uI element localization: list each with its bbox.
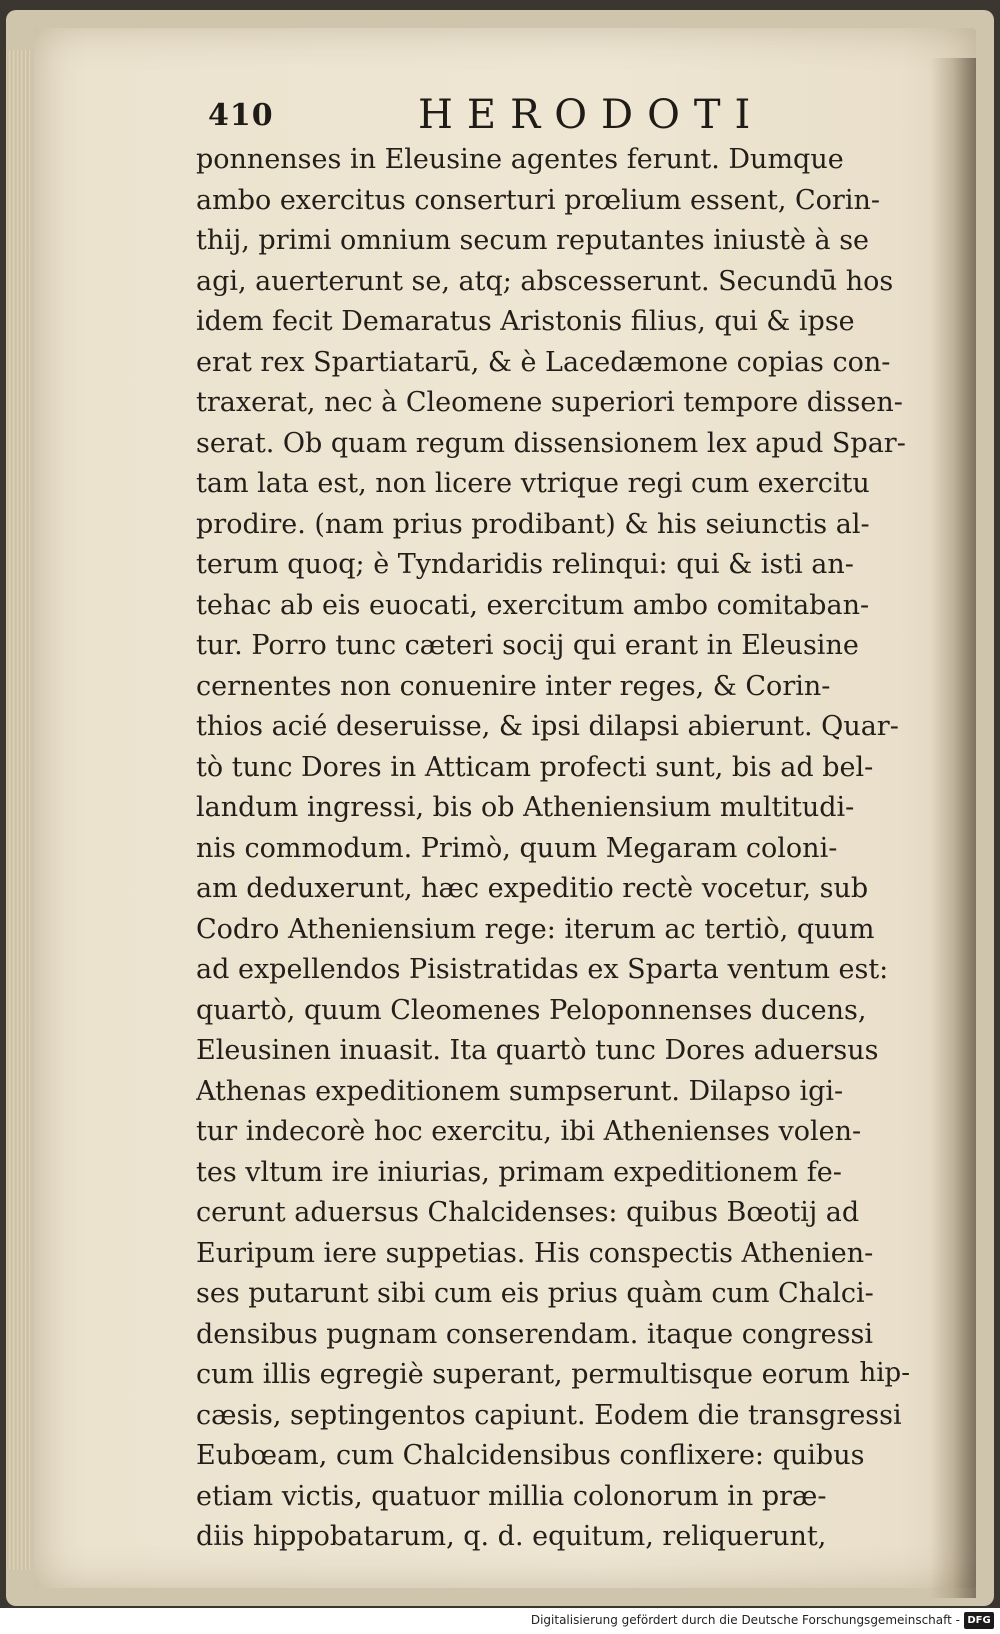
text-line: serat. Ob quam regum dissensionem lex apud Spar-	[196, 427, 906, 459]
text-line: idem fecit Demaratus Aristonis filius, qui & ipse	[196, 306, 855, 337]
text-line: cerunt aduersus Chalcidenses: quibus Bœotij ad	[196, 1197, 860, 1228]
text-line: Euripum iere suppetias. His conspectis Athenien-	[196, 1237, 874, 1269]
text-line: quartò, quum Cleomenes Peloponnenses ducens,	[196, 994, 867, 1026]
text-line: etiam victis, quatuor millia colonorum in præ-	[196, 1480, 827, 1512]
text-line: ses putarunt sibi cum eis prius quàm cum Chalci-	[196, 1278, 874, 1309]
text-line: diis hippobatarum, q. d. equitum, reliquerunt,	[196, 1521, 827, 1552]
text-line: terum quoq; è Tyndaridis relinqui: qui & isti an-	[196, 549, 854, 580]
text-line: Eubœam, cum Chalcidensibus conflixere: quibus	[196, 1440, 865, 1471]
page-header	[208, 92, 908, 136]
text-line: cernentes non conuenire inter reges, & Corin-	[196, 670, 831, 702]
text-line: Eleusinen inuasit. Ita quartò tunc Dores aduersus	[196, 1035, 879, 1066]
text-line: cum illis egregiè superant, permultisque eorum	[196, 1359, 850, 1390]
text-line: traxerat, nec à Cleomene superiori tempore dissen-	[196, 387, 903, 418]
text-line: tur. Porro tunc cæteri socij qui erant in Eleusine	[196, 630, 859, 661]
page-number: 410	[208, 98, 274, 133]
text-line: ambo exercitus conserturi prœlium essent, Corin-	[196, 184, 880, 216]
text-line: agi, auerterunt se, atq; abscesserunt. Secundū hos	[196, 265, 894, 297]
gutter-shadow	[930, 58, 976, 1598]
text-line: Codro Atheniensium rege: iterum ac tertiò, quum	[196, 913, 875, 945]
text-line: tam lata est, non licere vtrique regi cum exercitu	[196, 468, 870, 499]
text-line: tur indecorè hoc exercitu, ibi Athenienses volen-	[196, 1116, 862, 1147]
text-line: erat rex Spartiatarū, & è Lacedæmone copias con-	[196, 346, 891, 378]
body-text	[196, 140, 906, 1558]
footer-credit: Digitalisierung gefördert durch die Deutsche Forschungsgemeinschaft -	[530, 1613, 960, 1627]
text-line: ponnenses in Eleusine agentes ferunt. Dumque	[196, 144, 844, 175]
text-line: densibus pugnam conserendam. itaque congressi	[196, 1318, 874, 1350]
text-line: ad expellendos Pisistratidas ex Sparta ventum est:	[196, 954, 889, 985]
running-head: HERODOTI	[418, 92, 765, 138]
text-line: prodire. (nam prius prodibant) & his seiunctis al-	[196, 508, 870, 540]
text-line: thios acié deseruisse, & ipsi dilapsi abierunt. Quar-	[196, 711, 899, 742]
page-edges	[6, 50, 30, 1570]
footer-bar	[0, 1608, 1000, 1634]
text-line: thij, primi omnium secum reputantes iniustè à se	[196, 225, 870, 256]
dfg-logo: DFG	[964, 1612, 994, 1629]
text-line: landum ingressi, bis ob Atheniensium multitudi-	[196, 792, 855, 823]
text-line: cæsis, septingentos capiunt. Eodem die transgressi	[196, 1399, 902, 1431]
text-line: Athenas expeditionem sumpserunt. Dilapso igi-	[196, 1075, 844, 1107]
text-line: am deduxerunt, hæc expeditio rectè vocetur, sub	[196, 873, 869, 904]
text-line: tò tunc Dores in Atticam profecti sunt, bis ad bel-	[196, 751, 874, 783]
text-line: nis commodum. Primò, quum Megaram coloni-	[196, 832, 838, 864]
text-line: tehac ab eis euocati, exercitum ambo comitaban-	[196, 589, 870, 621]
catchword: hip-	[859, 1358, 910, 1388]
text-line: tes vltum ire iniurias, primam expeditionem fe-	[196, 1156, 842, 1188]
